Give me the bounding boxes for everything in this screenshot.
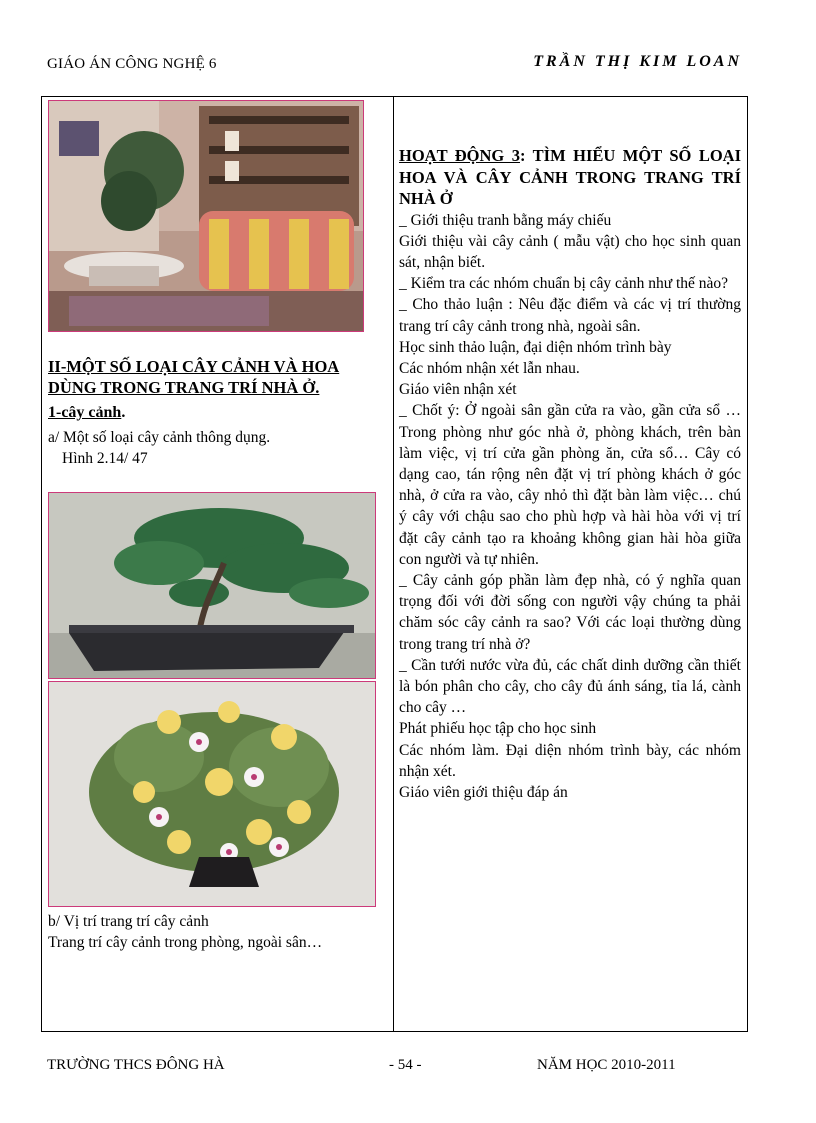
paragraph: _ Cho thảo luận : Nêu đặc điểm và các vị trí thường trang trí cây cảnh trong nhà, ngoài sân. bbox=[399, 296, 741, 335]
footer-school-year: NĂM HỌC 2010-2011 bbox=[537, 1057, 676, 1073]
header-right: TRẦN THỊ KIM LOAN bbox=[533, 53, 742, 70]
paragraph: _ Chốt ý: Ở ngoài sân gần cửa ra vào, gần cửa sổ … Trong phòng như góc nhà ở, phòng khách, trên bàn làm việc, vị trí cửa gần phòng ăn, cửa sổ… Cây có dạng cao, tán rộng nên đặt vị trí phòng khách ở góc nhà, ở cửa ra vào, cây nhỏ thì đặt bàn làm việc… chú ý cây với chậu sao cho phù hợp và hài hòa với vị trí đặt cây cảnh tạo ra khoảng không gian hài hòa giữa con người và tự nhiên. bbox=[399, 402, 741, 568]
activity-heading bbox=[399, 145, 741, 210]
page-number: - 54 - bbox=[389, 1057, 422, 1073]
paragraph: Giáo viên nhận xét bbox=[399, 381, 517, 399]
paragraph: Giới thiệu vài cây cảnh ( mẫu vật) cho học sinh quan sát, nhận biết. bbox=[399, 232, 741, 271]
item-a-line: a/ Một số loại cây cảnh thông dụng. bbox=[48, 429, 271, 446]
paragraph: Các nhóm nhận xét lẫn nhau. bbox=[399, 359, 580, 377]
paragraph: Phát phiếu học tập cho học sinh bbox=[399, 720, 597, 738]
activity-title: : TÌM HIỂU MỘT SỐ LOẠI HOA VÀ CÂY CẢNH TRONG TRANG TRÍ NHÀ Ở bbox=[399, 146, 741, 208]
item-b-detail: Trang trí cây cảnh trong phòng, ngoài sân… bbox=[48, 934, 323, 951]
paragraph: _ Kiểm tra các nhóm chuẩn bị cây cảnh như thế nào? bbox=[399, 275, 729, 293]
bonsai-illustration bbox=[49, 493, 376, 679]
column-divider bbox=[393, 96, 394, 1032]
item-b-line: b/ Vị trí trang trí cây cảnh bbox=[48, 913, 209, 930]
paragraph: Giáo viên giới thiệu đáp án bbox=[399, 783, 568, 801]
bonsai-photo bbox=[48, 492, 376, 679]
subsection-title: 1-cây cảnh. bbox=[48, 404, 126, 421]
living-room-illustration bbox=[49, 101, 364, 332]
flower-arrangement-photo bbox=[48, 681, 376, 907]
activity-column bbox=[399, 145, 741, 803]
footer-school: TRƯỜNG THCS ĐÔNG HÀ bbox=[47, 1057, 225, 1073]
paragraph: Các nhóm làm. Đại diện nhóm trình bày, các nhóm nhận xét. bbox=[399, 741, 741, 780]
figure-reference: Hình 2.14/ 47 bbox=[62, 450, 148, 467]
paragraph: _ Cây cảnh góp phần làm đẹp nhà, có ý nghĩa quan trọng đối với đời sống con người vậy chúng ta phải chăm sóc cây cảnh ra sao? Với các loại thường dùng trong trang trí nhà ở? bbox=[399, 571, 741, 653]
paragraph: _ Giới thiệu tranh bằng máy chiếu bbox=[399, 211, 612, 229]
paragraph: _ Cần tưới nước vừa đủ, các chất dinh dưỡng cần thiết là bón phân cho cây, cho cây đủ ánh sáng, tỉa lá, cành cho cây … bbox=[399, 656, 741, 717]
living-room-photo bbox=[48, 100, 364, 332]
section-heading: II-MỘT SỐ LOẠI CÂY CẢNH VÀ HOA DÙNG TRONG TRANG TRÍ NHÀ Ở. bbox=[48, 357, 340, 397]
header-left: GIÁO ÁN CÔNG NGHỆ 6 bbox=[47, 56, 217, 72]
flower-arrangement-illustration bbox=[49, 682, 376, 907]
paragraph: Học sinh thảo luận, đại diện nhóm trình bày bbox=[399, 338, 672, 356]
activity-label: HOẠT ĐỘNG 3 bbox=[399, 146, 520, 165]
